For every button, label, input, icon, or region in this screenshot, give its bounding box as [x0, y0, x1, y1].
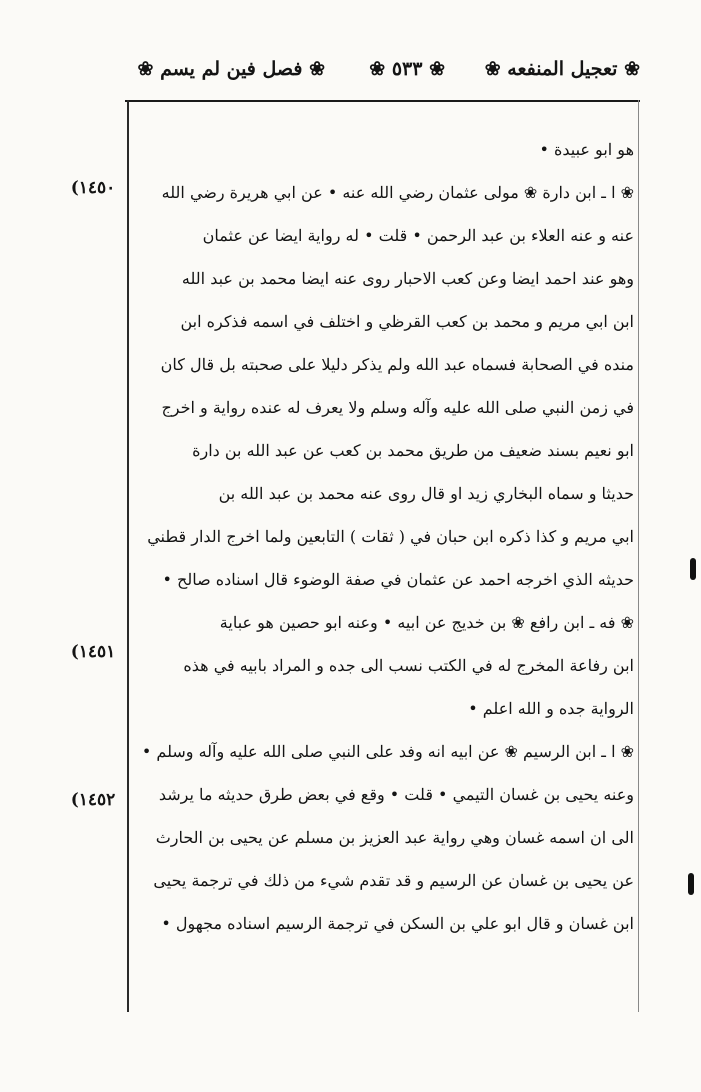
text-line: حديثا و سماه البخاري زيد او قال روى عنه محمد بن عبد الله بن [218, 484, 634, 503]
margin-number-1450: (١٤٥٠ [70, 178, 116, 198]
text-line: وهو عند احمد ايضا وعن كعب الاحبار روى عنه ايضا محمد بن عبد الله [181, 269, 634, 288]
text-line: ابي مريم و كذا ذكره ابن حبان في ( ثقات ) التابعين ولما اخرج الدار قطني [147, 527, 634, 546]
margin-number-1452: (١٤٥٢ [70, 790, 116, 810]
scan-edge-mark [688, 873, 694, 895]
body-text [134, 128, 634, 945]
right-margin-rule [638, 100, 639, 1012]
text-line: ❀ فه ـ ابن رافع ❀ بن خديج عن ابيه • وعنه ابو حصين هو عباية [219, 613, 634, 632]
section-title: ❀ فصل فين لم يسم ❀ [137, 58, 325, 80]
margin-number-1451: (١٤٥١ [70, 642, 116, 662]
text-line: في زمن النبي صلى الله عليه وآله وسلم ولا يعرف له عنده رواية و اخرج [161, 398, 634, 417]
text-line: ابو نعيم بسند ضعيف من طريق محمد بن كعب عن عبد الله بن دارة [192, 441, 634, 460]
text-line: ابن غسان و قال ابو علي بن السكن في ترجمة الرسيم اسناده مجهول • [161, 914, 634, 933]
page-number: ❀ ٥٣٣ ❀ [369, 58, 445, 80]
scan-edge-mark [690, 558, 696, 580]
text-line: وعنه يحيى بن غسان التيمي • قلت • وقع في بعض طرق حديثه ما يرشد [158, 785, 634, 804]
text-line: هو ابو عبيدة • [539, 140, 634, 159]
text-line: ❀ ا ـ ابن الرسيم ❀ عن ابيه انه وفد على النبي صلى الله عليه وآله وسلم • [141, 742, 634, 761]
text-line: عنه و عنه العلاء بن عبد الرحمن • قلت • له رواية ايضا عن عثمان [202, 226, 634, 245]
text-line: عن يحيى بن غسان عن الرسيم و قد تقدم شيء من ذلك في ترجمة يحيى [153, 871, 634, 890]
book-title: ❀ تعجيل المنفعه ❀ [484, 58, 640, 80]
text-line: ❀ ا ـ ابن دارة ❀ مولى عثمان رضي الله عنه • عن ابي هريرة رضي الله [161, 183, 634, 202]
page-header [120, 52, 640, 96]
header-rule [125, 100, 640, 102]
text-line: الرواية جده و الله اعلم • [468, 699, 634, 718]
text-line: ابن رفاعة المخرج له في الكتب نسب الى جده و المراد بابيه في هذه [183, 656, 634, 675]
text-line: حديثه الذي اخرجه احمد عن عثمان في صفة الوضوء قال اسناده صالح • [162, 570, 634, 589]
text-line: ابن ابي مريم و محمد بن كعب القرظي و اختلف في اسمه فذكره ابن [180, 312, 634, 331]
left-margin-rule [127, 100, 129, 1012]
text-line: الى ان اسمه غسان وهي رواية عبد العزيز بن مسلم عن يحيى بن الحارث [155, 828, 634, 847]
text-line: منده في الصحابة فسماه عبد الله ولم يذكر دليلا على صحبته بل قال كان [160, 355, 634, 374]
